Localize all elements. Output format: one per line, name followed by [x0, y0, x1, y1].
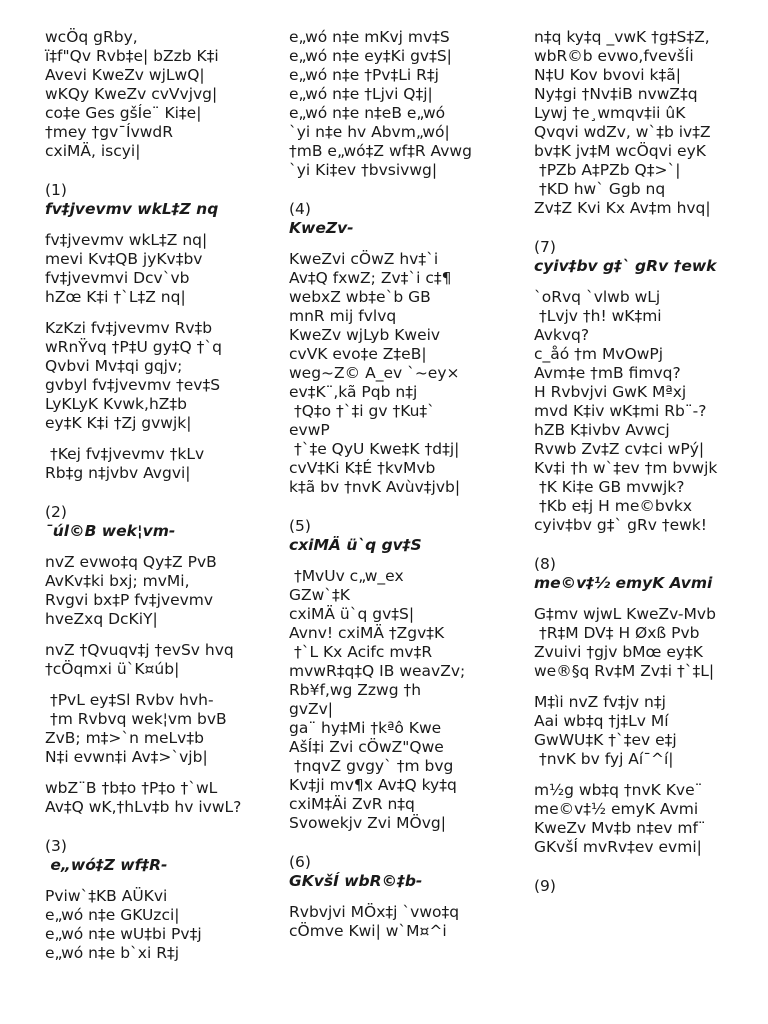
- poem-title-2: ¯úl©B wek¦vm-: [45, 522, 176, 540]
- poem-number-1: (1): [45, 181, 67, 199]
- column-2: [289, 28, 504, 953]
- stanza: Pviw`‡KB AÜKvi e„wó n‡e GKUzci| e„wó n‡e wU‡bi Pv‡j e„wó n‡e b`xi R‡j: [45, 887, 202, 962]
- poem-number-8: (8): [534, 555, 556, 573]
- poem-title-3: e„wó‡Z wf‡R-: [45, 856, 168, 874]
- stanza: †Kej fv‡jvevmv †kLv Rb‡g n‡jvbv Avgvi|: [45, 445, 205, 482]
- poem-number-5: (5): [289, 517, 311, 535]
- stanza: e„wó n‡e mKvj mv‡S e„wó n‡e ey‡Ki gv‡S| e„wó n‡e †Pv‡Li R‡j e„wó n‡e †Ljvi Q‡j| e„wó n‡e n‡eB e„wó `yi n‡e hv Abvm„wó| †mB e„wó‡Z wf‡R Avwg `yi Ki‡ev †bvsivwg|: [289, 28, 472, 179]
- poem-number-4: (4): [289, 200, 311, 218]
- intro-paragraph: wcÖq gRby, ï‡f"Qv Rvb‡e| bZzb K‡i Avevi KweZv wjLwQ| wKQy KweZv cvVvjvg| co‡e Ges gšÍe¨ Ki‡e| †mey †gv¯ÍvwdR cxiMÄ, iscyi|: [45, 28, 219, 160]
- stanza: †MvUv c„w_ex GZw`‡K cxiMÄ ü`q gv‡S| Avnv! cxiMÄ †Zgv‡K †`L Kx Acifc mv‡R mvwR‡q‡Q IB weavZv; Rb¥f‚wg Zzwg †h gvZv| ga¨ hy‡Mi †kªô Kwe AšÍ‡i Zvi cÖwZ"Qwe †nqvZ gvgy` †m bvg Kv‡ji mv¶x Av‡Q ky‡q cxiM‡Äi ZvR n‡q Svowekjv Zvi MÖvg|: [289, 567, 466, 832]
- stanza: M‡ìi nvZ fv‡jv n‡j Aai wb‡q †j‡Lv Mí GwWU‡K †`‡ev e‡j †nvK bv fyj Aí¯^í|: [534, 693, 677, 768]
- poem-number-2: (2): [45, 503, 67, 521]
- stanza: wbZ¨B †b‡o †P‡o †`wL Av‡Q wK,†hLv‡b hv ivwL?: [45, 779, 242, 816]
- stanza: †PvL ey‡Sl Rvbv hvh- †m Rvbvq wek¦vm bvB ZvB; m‡>`n meLv‡b N‡i evwn‡i Av‡>`vjb|: [45, 691, 227, 766]
- stanza: nvZ †Qvuqv‡j †evSv hvq †cÖqmxi ü`K¤úb|: [45, 641, 234, 678]
- poem-number-6: (6): [289, 853, 311, 871]
- stanza: m½g wb‡q †nvK Kve¨ me©v‡½ emyK Avmi KweZv Mv‡b n‡ev mf¨ GKvšÍ mvRv‡ev evmi|: [534, 781, 706, 856]
- poem-title-7: cyiv‡bv g‡` gRv †ewk: [534, 257, 717, 275]
- poem-title-1: fv‡jvevmv wkL‡Z nq: [45, 200, 219, 218]
- stanza: G‡mv wjwL KweZv-Mvb †R‡M DV‡ H Øxß Pvb Zvuivi †gjv bMœ ey‡K we®§q Rv‡M Zv‡i †`‡L|: [534, 605, 716, 680]
- stanza: Rvbvjvi MÖx‡j `vwo‡q cÖmve Kwi| w`M¤^i: [289, 903, 460, 940]
- stanza: fv‡jvevmv wkL‡Z nq| mevi Kv‡QB jyKv‡bv fv‡jvevmvi Dcv`vb hZœ K‡i †`L‡Z nq|: [45, 231, 208, 306]
- poem-number-3: (3): [45, 837, 67, 855]
- stanza: KzKzi fv‡jvevmv Rv‡b wRnŸvq †P‡U gy‡Q †`q Qvbvi Mv‡qi gqjv; gvbyl fv‡jvevmv †ev‡S LyKLyK Kvwk,hZ‡b ey‡K K‡i †Zj gvwjk|: [45, 319, 223, 432]
- stanza: KweZvi cÖwZ hv‡`i Av‡Q fxwZ; Zv‡`i c‡¶ webxZ wb‡e`b GB mnR mij fvlvq KweZv wjLyb Kweiv cvVK evo‡e Z‡eB| weg~Z© A_ev `~ey× ev‡K¨,kã Pqb n‡j †Q‡o †`‡i gv †Ku‡` evwP †`‡e QyU Kwe‡K †d‡j| cvV‡Ki K‡É †kvMvb k‡ã bv †nvK Avùv‡jvb|: [289, 250, 461, 496]
- stanza: n‡q ky‡q _vwK †g‡S‡Z, wbR©b evwo,fvevšÍi N‡U Kov bvovi k‡ã| Ny‡gi †Nv‡iB nvwZ‡q Lywj †e¸wmqv‡ii ûK Qvqvi wdZv, w`‡b iv‡Z bv‡K jv‡M wcÖqvi eyK †PZb A‡PZb Q‡>`| †KD hw` Ggb nq Zv‡Z Kvi Kx Av‡m hvq|: [534, 28, 711, 217]
- poem-title-6: GKvšÍ wbR©‡b-: [289, 872, 423, 890]
- column-1: [45, 28, 260, 975]
- poem-title-5: cxiMÄ ü`q gv‡S: [289, 536, 422, 554]
- poem-title-8: me©v‡½ emyK Avmi: [534, 574, 713, 592]
- stanza: `oRvq `vlwb wLj †Lvjv †h! wK‡mi Avkvq? c_åó †m MvOwPj Avm‡e †mB fimvq? H Rvbvjvi GwK Mªxj mvd K‡iv wK‡mi Rb¨-? hZB K‡ivbv Avwcj Rvwb Zv‡Z cv‡ci wPý| Kv‡i †h w`‡ev †m bvwjk †K Ki‡e GB mvwjk? †Kb e‡j H me©bvkx cyiv‡bv g‡` gRv †ewk!: [534, 288, 718, 534]
- stanza: nvZ evwo‡q Qy‡Z PvB AvKv‡ki bxj; mvMi, Rvgvi bx‡P fv‡jvevmv hveZxq DcKiY|: [45, 553, 217, 628]
- poem-number-9: (9): [534, 877, 556, 895]
- poem-title-4: KweZv-: [289, 219, 354, 237]
- poem-number-7: (7): [534, 238, 556, 256]
- column-3: [534, 28, 754, 896]
